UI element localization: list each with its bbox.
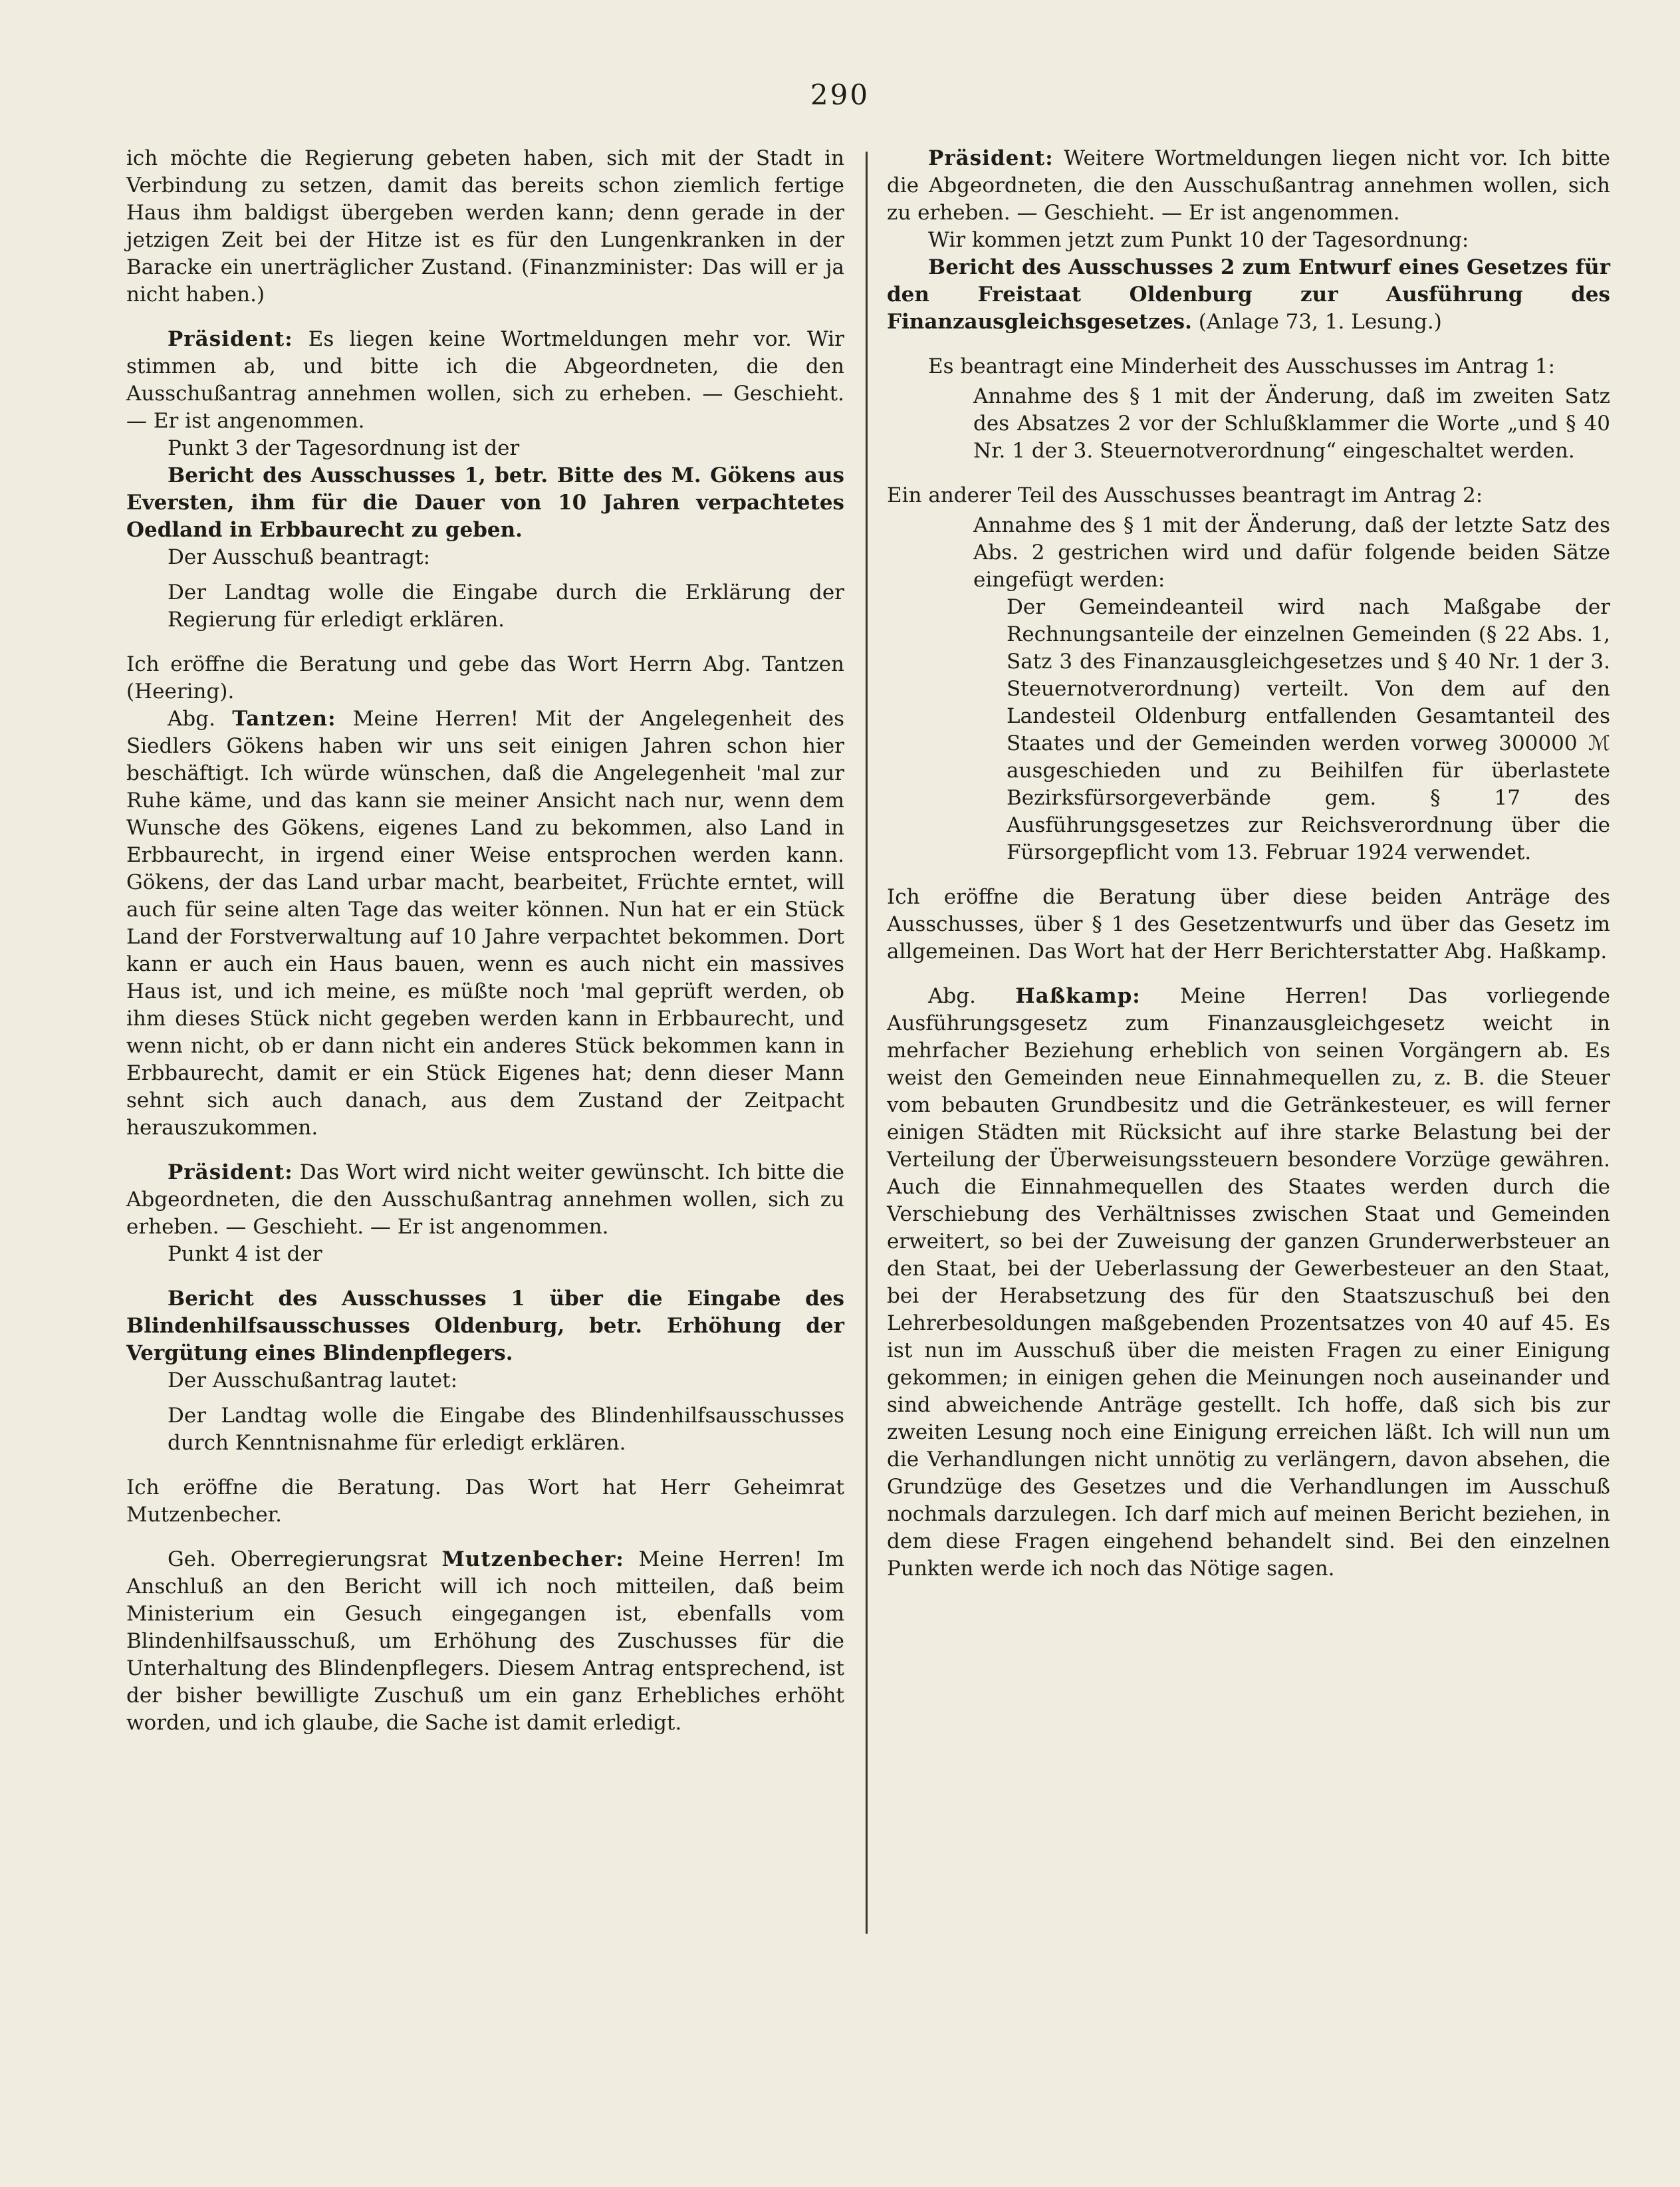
speaker-name: Haßkamp: xyxy=(1015,984,1141,1008)
paragraph: Geh. Oberregierungsrat Mutzenbecher: Meine Herren! Im Anschluß an den Bericht will ich noch mitteilen, daß beim Ministerium ein Gesuch eingegangen ist, ebenfalls vom Blindenhilfsausschuß, um Erhöhung des Zuschusses für die Unterhaltung des Blindenpflegers. Diesem Antrag entsprechend, ist der bisher bewilligte Zuschuß um ein ganz Erhebliches erhöht worden, und ich glaube, die Sache ist damit erledigt. xyxy=(126,1547,844,1735)
paragraph: Punkt 3 der Tagesordnung ist der xyxy=(168,436,520,460)
paragraph: Ich eröffne die Beratung. Das Wort hat Herr Geheimrat Mutzenbecher. xyxy=(126,1476,844,1527)
paragraph: ich möchte die Regierung gebeten haben, sich mit der Stadt in Verbindung zu setzen, damit das bereits schon ziemlich fertige Haus ihm baldigst übergeben werden kann; denn gerade in der jetzigen Zeit bei der Hitze ist es für den Lungenkranken in der Baracke ein unerträglicher Zustand. (Finanzminister: Das will er ja nicht haben.) xyxy=(126,146,844,307)
paragraph: Abg. Tantzen: Meine Herren! Mit der Angelegenheit des Siedlers Gökens haben wir uns seit einigen Jahren schon hier beschäftigt. Ich würde wünschen, daß die Angelegenheit 'mal zur Ruhe käme, und das kann sie meiner Ansicht nach nur, wenn dem Wunsche des Gökens, eigenes Land zu bekommen, also Land in Erbbaurecht, in irgend einer Weise entsprochen werden kann. Gökens, der das Land urbar macht, bearbeitet, Früchte erntet, will auch für seine alten Tage das weiter können. Nun hat er ein Stück Land der Forstverwaltung auf 10 Jahre verpachtet bekommen. Dort kann er auch ein Haus bauen, wenn es auch nicht ein massives Haus ist, und ich meine, es müßte noch 'mal geprüft werden, ob ihm dieses Stück nicht gegeben werden kann in Erbbaurecht, und wenn nicht, ob er dann nicht ein anderes Stück bekommen kann in Erbbaurecht, damit er ein Stück Eigenes hat; denn dieser Mann sehnt sich auch danach, aus dem Zustand der Zeitpacht herauszukommen. xyxy=(126,707,844,1140)
agenda-heading: Bericht des Ausschusses 2 zum Entwurf eines Gesetzes für den Freistaat Oldenburg zur Ausführung des Finanzausgleichsgesetzes. (Anlage 73, 1. Lesung.) xyxy=(887,255,1610,334)
paragraph: Wir kommen jetzt zum Punkt 10 der Tagesordnung: xyxy=(928,228,1469,252)
paragraph: Es beantragt eine Minderheit des Ausschusses im Antrag 1: xyxy=(928,354,1556,378)
paragraph: Der Ausschuß beantragt: xyxy=(168,545,431,569)
column-divider xyxy=(866,152,868,1934)
agenda-heading: Bericht des Ausschusses 1, betr. Bitte des M. Gökens aus Eversten, ihm für die Dauer von 10 Jahren verpachtetes Oedland in Erbbaurecht zu geben. xyxy=(126,463,844,542)
motion-text: Annahme des § 1 mit der Änderung, daß der letzte Satz des Abs. 2 gestrichen wird und dafür folgende beiden Sätze eingefügt werden: xyxy=(973,513,1610,592)
motion-quote: Der Gemeindeanteil wird nach Maßgabe der Rechnungsanteile der einzelnen Gemeinden (§ 22 Abs. 1, Satz 3 des Finanzausgleichgesetzes und § 40 Nr. 1 der 3. Steuernotverordnung) verteilt. Von dem auf den Landesteil Oldenburg entfallenden Gesamtanteil des Staates und der Gemeinden werden vorweg 300000 ℳ ausgeschieden und zu Beihilfen für überlastete Bezirksfürsorgeverbände gem. § 17 des Ausführungsgesetzes zur Reichsverordnung über die Fürsorgepflicht vom 13. Februar 1924 verwendet. xyxy=(1007,595,1610,864)
paragraph: Präsident: Das Wort wird nicht weiter gewünscht. Ich bitte die Abgeordneten, die den Ausschußantrag annehmen wollen, sich zu erheben. — Geschieht. — Er ist angenommen. xyxy=(126,1160,844,1239)
paragraph: Präsident: Weitere Wortmeldungen liegen nicht vor. Ich bitte die Abgeordneten, die den Ausschußantrag annehmen wollen, sich zu erheben. — Geschieht. — Er ist angenommen. xyxy=(887,146,1610,225)
page-number: 290 xyxy=(810,78,870,111)
left-column xyxy=(126,145,844,1737)
right-column xyxy=(887,145,1610,1583)
paragraph: Ich eröffne die Beratung und gebe das Wort Herrn Abg. Tantzen (Heering). xyxy=(126,652,844,704)
paragraph: Der Ausschußantrag lautet: xyxy=(168,1368,458,1392)
agenda-heading: Bericht des Ausschusses 1 über die Eingabe des Blindenhilfsausschusses Oldenburg, betr. Erhöhung der Vergütung eines Blindenpflegers. xyxy=(126,1287,844,1365)
motion-text: Der Landtag wolle die Eingabe des Blindenhilfsausschusses durch Kenntnisnahme für erledigt erklären. xyxy=(168,1404,844,1455)
speaker-name: Tantzen: xyxy=(232,707,336,731)
speaker-name: Mutzenbecher: xyxy=(441,1547,624,1571)
paragraph: Abg. Haßkamp: Meine Herren! Das vorliegende Ausführungsgesetz zum Finanzausgleichgesetz weicht in mehrfacher Beziehung erheblich von seinen Vorgängern ab. Es weist den Gemeinden neue Einnahmequellen zu, z. B. die Steuer vom bebauten Grundbesitz und die Getränkesteuer, es will ferner einigen Städten mit Rücksicht auf ihre starke Belastung bei der Verteilung der Überweisungssteuern besondere Vorzüge gewähren. Auch die Einnahmequellen des Staates werden durch die Verschiebung des Verhältnisses zwischen Staat und Gemeinden erweitert, so bei der Zuweisung der ganzen Grunderwerbsteuer an den Staat, bei der Ueberlassung der Gewerbesteuer an den Staat, bei der Herabsetzung des für den Staatszuschuß bei den Lehrerbesoldungen maßgebenden Prozentsatzes von 40 auf 45. Es ist nun im Ausschuß über die meisten Fragen zu einer Einigung gekommen; in einigen gehen die Meinungen noch auseinander und sind abweichende Anträge gestellt. Ich hoffe, daß sich bis zur zweiten Lesung noch eine Einigung erreichen läßt. Ich will nun um die Verhandlungen nicht unnötig zu verlängern, davon absehen, die Grundzüge des Gesetzes und die Verhandlungen im Ausschuß nochmals darzulegen. Ich darf mich auf meinen Bericht beziehen, in dem diese Fragen eingehend behandelt sind. Bei den einzelnen Punkten werde ich noch das Nötige sagen. xyxy=(887,984,1610,1581)
paragraph: Präsident: Es liegen keine Wortmeldungen mehr vor. Wir stimmen ab, und bitte ich die Abgeordneten, die den Ausschußantrag annehmen wollen, sich zu erheben. — Geschieht. — Er ist angenommen. xyxy=(126,327,844,433)
motion-text: Annahme des § 1 mit der Änderung, daß im zweiten Satz des Absatzes 2 vor der Schlußklammer die Worte „und § 40 Nr. 1 der 3. Steuernotverordnung“ eingeschaltet werden. xyxy=(973,384,1610,463)
paragraph: Punkt 4 ist der xyxy=(168,1242,322,1266)
speaker-name: Präsident: xyxy=(168,327,293,351)
paragraph: Ich eröffne die Beratung über diese beiden Anträge des Ausschusses, über § 1 des Gesetzentwurfs und über das Gesetz im allgemeinen. Das Wort hat der Herr Berichterstatter Abg. Haßkamp. xyxy=(887,885,1610,964)
paragraph: Ein anderer Teil des Ausschusses beantragt im Antrag 2: xyxy=(887,483,1483,507)
motion-text: Der Landtag wolle die Eingabe durch die Erklärung der Regierung für erledigt erklären. xyxy=(168,580,844,632)
speaker-name: Präsident: xyxy=(928,146,1054,170)
speaker-name: Präsident: xyxy=(168,1160,293,1184)
